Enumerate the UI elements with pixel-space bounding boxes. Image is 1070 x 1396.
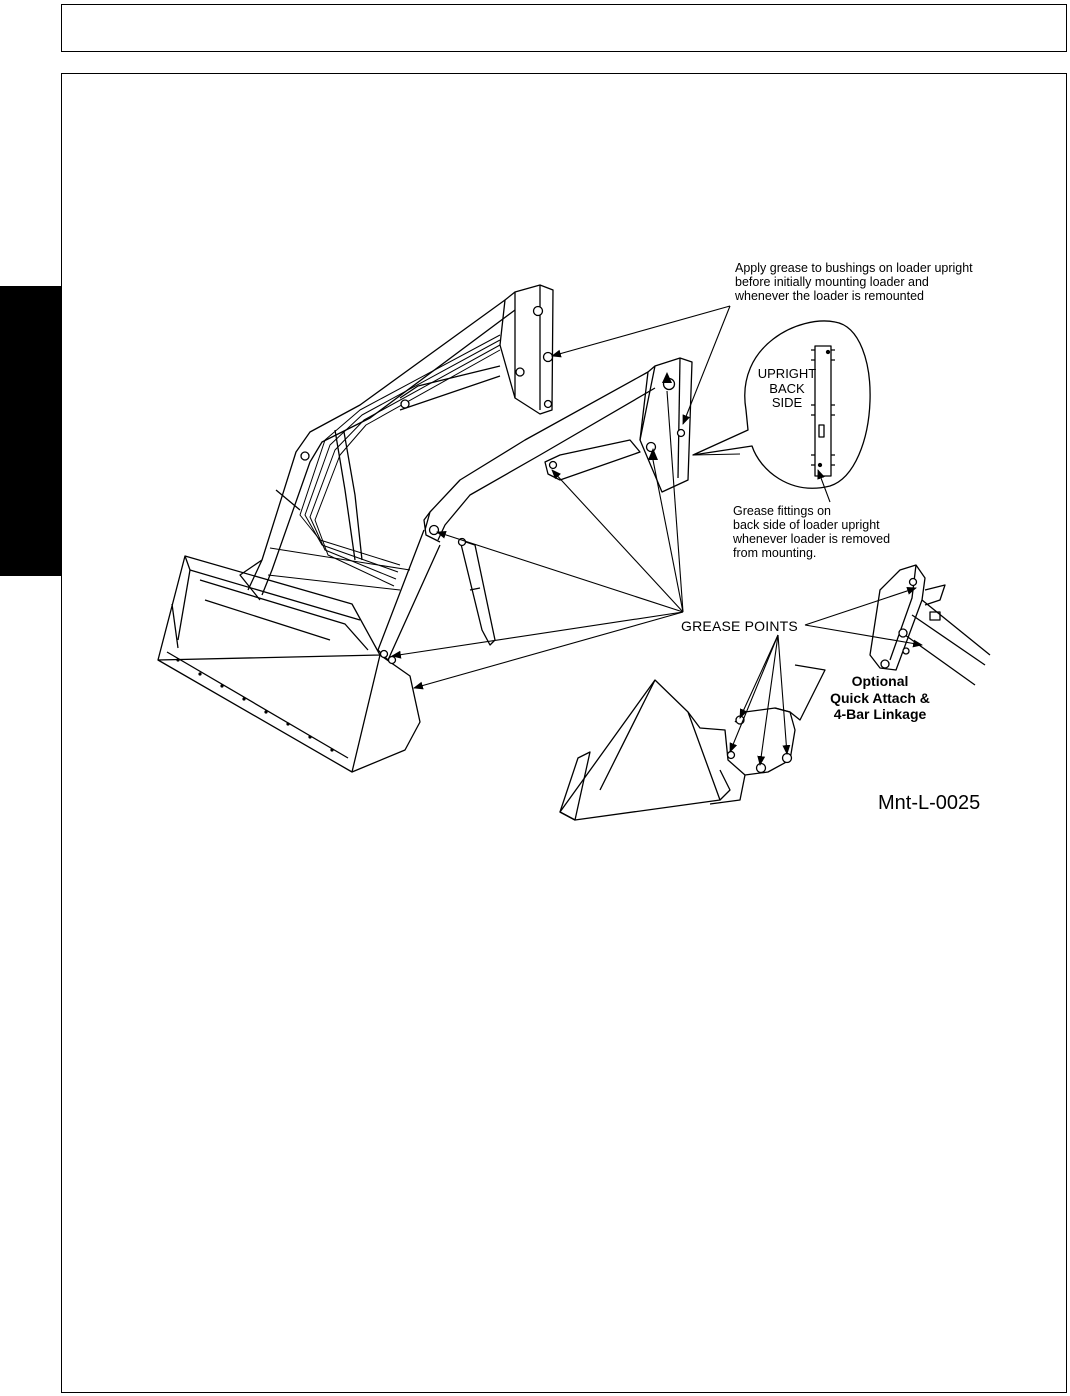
back-side-fittings-note: Grease fittings on back side of loader upright whenever loader is removed from mounting. xyxy=(733,504,891,560)
optional-quick-attach-label: Optional Quick Attach & 4-Bar Linkage xyxy=(830,673,930,722)
figure-id-label: Mnt-L-0025 xyxy=(878,792,981,814)
bucket-detail xyxy=(560,665,825,820)
bucket-rivets xyxy=(176,658,333,751)
hydraulic-hoses xyxy=(268,335,500,590)
grease-points-label: GREASE POINTS xyxy=(681,618,798,634)
loader-arm-left xyxy=(240,285,553,600)
upright-bushings-note: Apply grease to bushings on loader upright before initially mounting loader and whenever the loader is remounted xyxy=(735,261,973,303)
upright-back-side-label: UPRIGHT BACK SIDE xyxy=(757,366,817,410)
loader-bucket xyxy=(158,556,420,772)
loader-arm-right xyxy=(378,358,692,660)
